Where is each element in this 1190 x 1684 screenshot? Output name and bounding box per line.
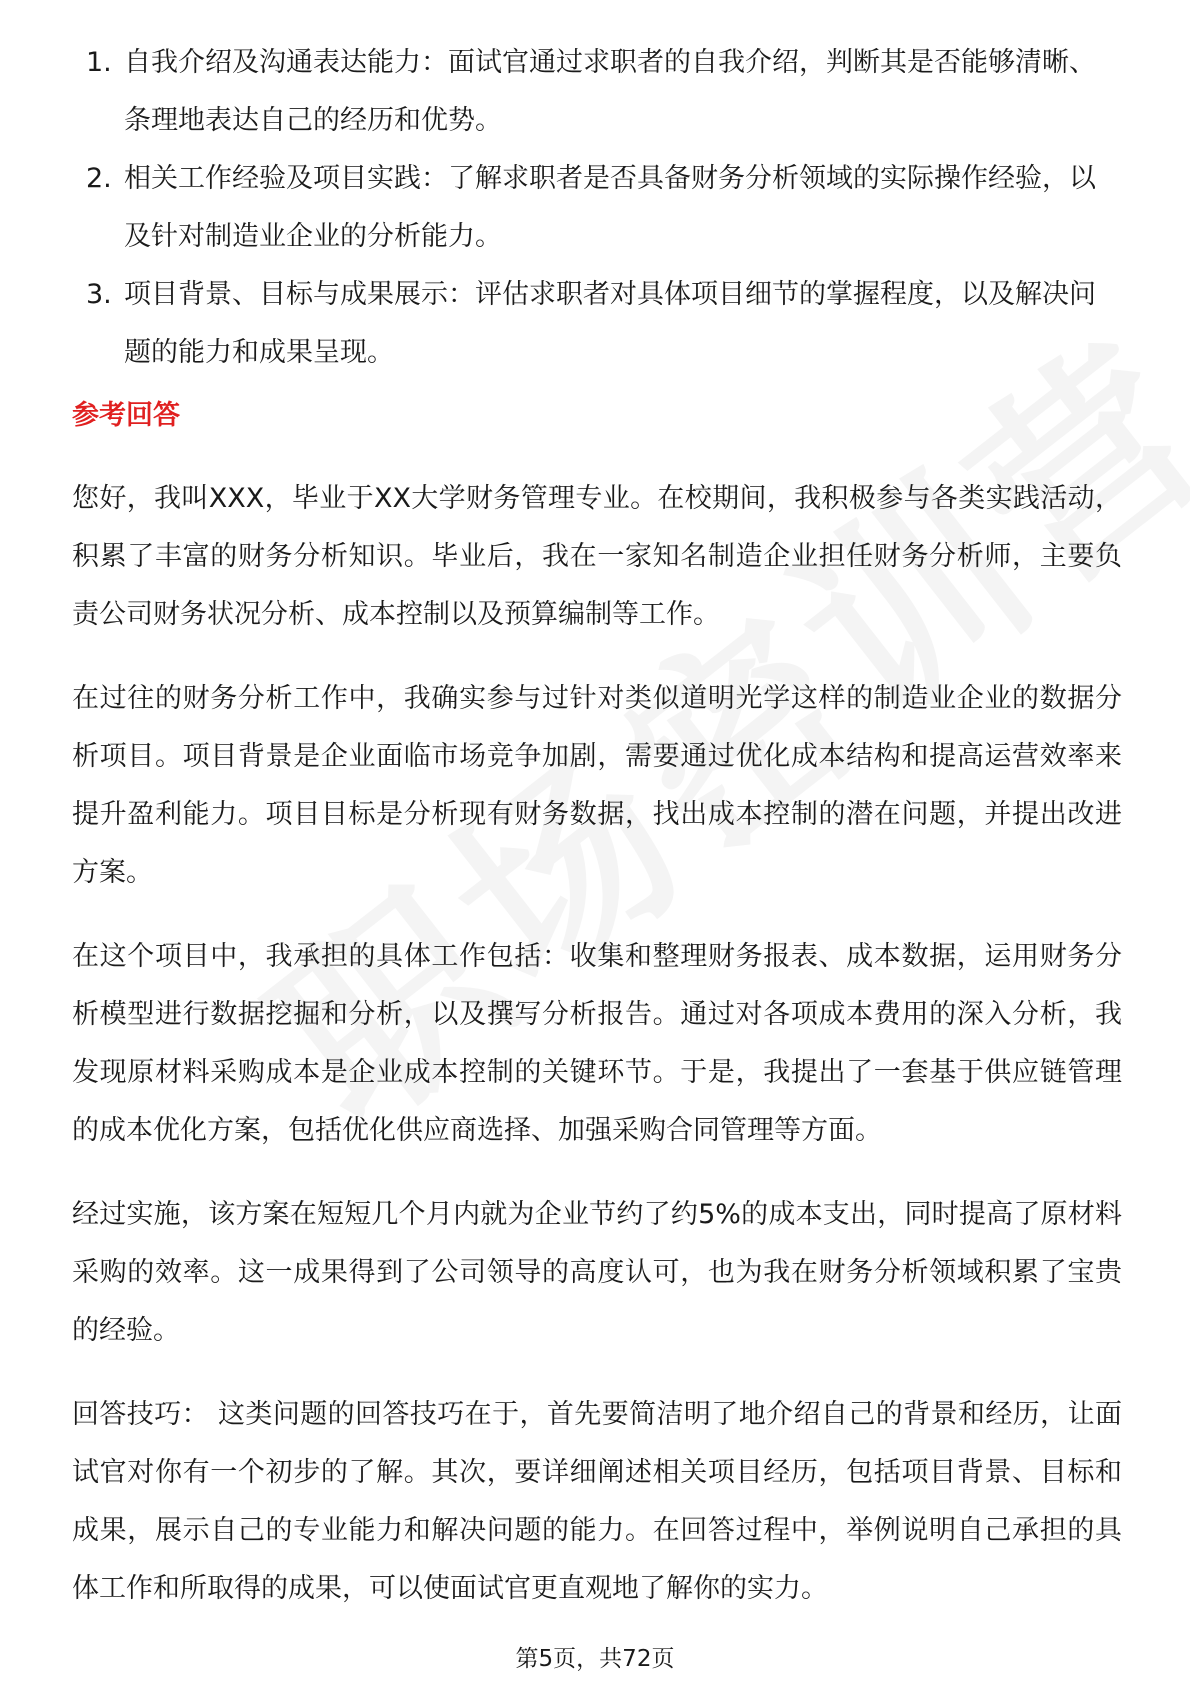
paragraph: 经过实施，该方案在短短几个月内就为企业节约了约5%的成本支出，同时提高了原材料采购的效率。这一成果得到了公司领导的高度认可，也为我在财务分析领域积累了宝贵的经验。 xyxy=(72,1199,1122,1346)
paragraph: 您好，我叫XXX，毕业于XX大学财务管理专业。在校期间，我积极参与各类实践活动，积累了丰富的财务分析知识。毕业后，我在一家知名制造企业担任财务分析师，主要负责公司财务状况分析、成本控制以及预算编制等工作。 xyxy=(72,483,1122,630)
paragraph: 在这个项目中，我承担的具体工作包括：收集和整理财务报表、成本数据，运用财务分析模型进行数据挖掘和分析，以及撰写分析报告。通过对各项成本费用的深入分析，我发现原材料采购成本是企业成本控制的关键环节。于是，我提出了一套基于供应链管理的成本优化方案，包括优化供应商选择、加强采购合同管理等方面。 xyxy=(72,941,1122,1146)
list-item-text: 自我介绍及沟通表达能力：面试官通过求职者的自我介绍，判断其是否能够清晰、条理地表达自己的经历和优势。 xyxy=(124,47,1096,136)
paragraph: 在过往的财务分析工作中，我确实参与过针对类似道明光学这样的制造业企业的数据分析项目。项目背景是企业面临市场竞争加剧，需要通过优化成本结构和提高运营效率来提升盈利能力。项目目标是分析现有财务数据，找出成本控制的潜在问题，并提出改进方案。 xyxy=(72,683,1122,888)
list-item xyxy=(72,34,1122,150)
list-item xyxy=(72,150,1122,266)
list-item xyxy=(72,266,1122,382)
page-number: 第5页，共72页 xyxy=(515,1646,675,1672)
answer-body xyxy=(72,470,1122,1644)
list-item-number: 3. xyxy=(86,279,112,310)
focus-list xyxy=(72,34,1122,382)
section-title: 参考回答 xyxy=(72,400,180,431)
list-item-text: 项目背景、目标与成果展示：评估求职者对具体项目细节的掌握程度，以及解决问题的能力和成果呈现。 xyxy=(124,279,1096,368)
list-item-number: 1. xyxy=(86,47,112,78)
paragraph: 回答技巧： 这类问题的回答技巧在于，首先要简洁明了地介绍自己的背景和经历，让面试官对你有一个初步的了解。其次，要详细阐述相关项目经历，包括项目背景、目标和成果，展示自己的专业能力和解决问题的能力。在回答过程中，举例说明自己承担的具体工作和所取得的成果，可以使面试官更直观地了解你的实力。 xyxy=(72,1399,1122,1604)
list-item-text: 相关工作经验及项目实践：了解求职者是否具备财务分析领域的实际操作经验，以及针对制造业企业的分析能力。 xyxy=(124,163,1096,252)
list-item-number: 2. xyxy=(86,163,112,194)
